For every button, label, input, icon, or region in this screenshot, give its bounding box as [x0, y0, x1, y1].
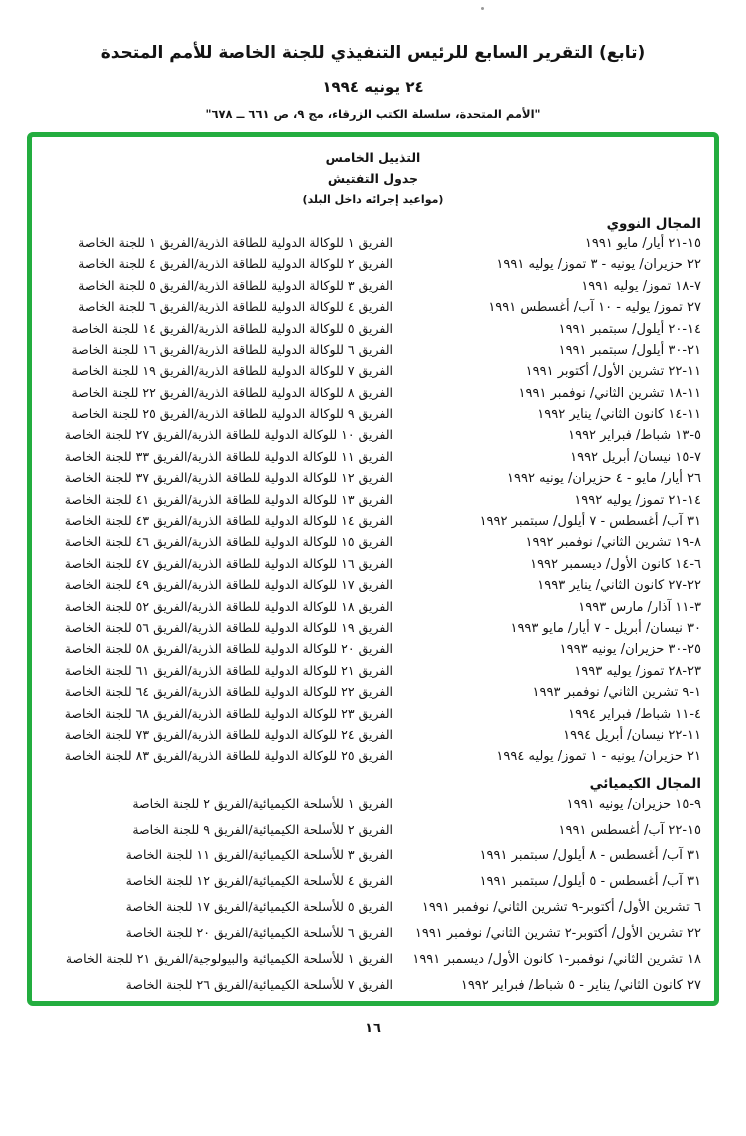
- inspection-date: ٢٢ تشرين الأول/ أكتوبر-٢ تشرين الثاني/ نوفمبر ١٩٩١: [414, 926, 701, 942]
- page-number: ١٦: [365, 1020, 381, 1036]
- inspection-team: الفريق ١ للأسلحة الكيميائية/الفريق ٢ للجنة الخاصة: [132, 795, 393, 811]
- inspection-team: الفريق ٣ للأسلحة الكيميائية/الفريق ١١ للجنة الخاصة: [125, 847, 393, 863]
- table-row: [45, 235, 701, 256]
- inspection-date: ٣١ آب/ أغسطس - ٧ أيلول/ سبتمبر ١٩٩٢: [479, 514, 701, 530]
- inspection-date: ١١-٢٢ تشرين الأول/ أكتوبر ١٩٩١: [525, 364, 701, 380]
- table-row: [45, 796, 701, 822]
- inspection-team: الفريق ٢٣ للوكالة الدولية للطاقة الذرية/الفريق ٦٨ للجنة الخاصة: [64, 705, 393, 721]
- inspection-date: ٢٥-٣٠ حزيران/ يونيه ١٩٩٣: [559, 642, 701, 658]
- inspection-team: الفريق ٤ للأسلحة الكيميائية/الفريق ١٢ للجنة الخاصة: [125, 873, 393, 889]
- document-date: ٢٤ يونيه ١٩٩٤: [322, 77, 424, 96]
- inspection-team: الفريق ٢٢ للوكالة الدولية للطاقة الذرية/الفريق ٦٤ للجنة الخاصة: [64, 684, 393, 700]
- table-row: [45, 256, 701, 277]
- appendix-box: [27, 132, 719, 1006]
- appendix-subtitle: جدول التفتيش: [327, 170, 419, 186]
- inspection-date: ٢٦ أيار/ مايو - ٤ حزيران/ يونيه ١٩٩٢: [507, 471, 701, 487]
- table-row: [45, 925, 701, 951]
- inspection-date: ١١-١٨ تشرين الثاني/ نوفمبر ١٩٩١: [518, 385, 701, 401]
- inspection-date: ١١-٢٢ نيسان/ أبريل ١٩٩٤: [563, 727, 701, 743]
- table-row: [45, 748, 701, 769]
- table-row: [45, 492, 701, 513]
- table-row: [45, 406, 701, 427]
- inspection-date: ١٥-٢٢ آب/ أغسطس ١٩٩١: [558, 822, 701, 838]
- source-citation: "الأمم المتحدة، سلسلة الكتب الزرقاء، مج ٩، ص ٦٦١ ــ ٦٧٨": [205, 106, 541, 121]
- inspection-date: ٧-١٨ تموز/ يوليه ١٩٩١: [581, 278, 701, 294]
- table-row: [45, 706, 701, 727]
- inspection-section: [45, 216, 701, 770]
- inspection-date: ٣١ آب/ أغسطس - ٨ أيلول/ سبتمبر ١٩٩١: [479, 848, 701, 864]
- table-row: [45, 342, 701, 363]
- inspection-team: الفريق ٥ للأسلحة الكيميائية/الفريق ١٧ للجنة الخاصة: [125, 899, 393, 915]
- page-title: (تابع) التقرير السابع للرئيس التنفيذي للجنة الخاصة للأمم المتحدة: [100, 43, 646, 63]
- appendix-heading: [45, 147, 701, 210]
- table-row: [45, 321, 701, 342]
- inspection-date: ١١-١٤ كانون الثاني/ يناير ١٩٩٢: [537, 407, 701, 423]
- inspection-date: ٢٣-٢٨ تموز/ يوليه ١٩٩٣: [574, 663, 701, 679]
- section-title: المجال الكيميائي: [589, 775, 701, 792]
- table-row: [45, 427, 701, 448]
- inspection-team: الفريق ٧ للأسلحة الكيميائية/الفريق ٢٦ للجنة الخاصة: [125, 976, 393, 992]
- inspection-team: الفريق ٢٥ للوكالة الدولية للطاقة الذرية/الفريق ٨٣ للجنة الخاصة: [64, 748, 393, 764]
- table-row: [45, 534, 701, 555]
- inspection-team: الفريق ٢٤ للوكالة الدولية للطاقة الذرية/الفريق ٧٣ للجنة الخاصة: [64, 726, 393, 742]
- table-row: [45, 299, 701, 320]
- inspection-team: الفريق ٤ للوكالة الدولية للطاقة الذرية/الفريق ٦ للجنة الخاصة: [78, 299, 393, 315]
- section-title: المجال النووي: [606, 215, 701, 232]
- table-row: [45, 278, 701, 299]
- inspection-team: الفريق ٢١ للوكالة الدولية للطاقة الذرية/الفريق ٦١ للجنة الخاصة: [64, 662, 393, 678]
- inspection-date: ٥-١٣ شباط/ فبراير ١٩٩٢: [568, 428, 701, 444]
- inspection-team: الفريق ٢٠ للوكالة الدولية للطاقة الذرية/الفريق ٥٨ للجنة الخاصة: [64, 641, 393, 657]
- table-row: [45, 620, 701, 641]
- table-row: [45, 663, 701, 684]
- inspection-date: ٢٢ حزيران/ يونيه - ٣ تموز/ يوليه ١٩٩١: [496, 257, 701, 273]
- inspection-team: الفريق ١ للوكالة الدولية للطاقة الذرية/الفريق ١ للجنة الخاصة: [78, 234, 393, 250]
- table-row: [45, 873, 701, 899]
- inspection-date: ٨-١٩ تشرين الثاني/ نوفمبر ١٩٩٢: [525, 535, 701, 551]
- inspection-date: ١-٩ تشرين الثاني/ نوفمبر ١٩٩٣: [532, 685, 701, 701]
- table-row: [45, 822, 701, 848]
- inspection-date: ١٥-٢١ أيار/ مايو ١٩٩١: [584, 235, 701, 251]
- table-row: [45, 641, 701, 662]
- inspection-team: الفريق ٨ للوكالة الدولية للطاقة الذرية/الفريق ٢٢ للجنة الخاصة: [71, 384, 393, 400]
- table-row: [45, 556, 701, 577]
- inspection-team: الفريق ١٠ للوكالة الدولية للطاقة الذرية/الفريق ٢٧ للجنة الخاصة: [64, 427, 393, 443]
- inspection-team: الفريق ٧ للوكالة الدولية للطاقة الذرية/الفريق ١٩ للجنة الخاصة: [71, 363, 393, 379]
- inspection-date: ٦-١٤ كانون الأول/ ديسمبر ١٩٩٢: [530, 556, 701, 572]
- inspection-date: ٦ تشرين الأول/ أكتوبر-٩ تشرين الثاني/ نوفمبر ١٩٩١: [421, 900, 701, 916]
- inspection-team: الفريق ٢ للأسلحة الكيميائية/الفريق ٩ للجنة الخاصة: [132, 821, 393, 837]
- table-row: [45, 951, 701, 977]
- table-row: [45, 977, 701, 1003]
- inspection-team: الفريق ١٣ للوكالة الدولية للطاقة الذرية/الفريق ٤١ للجنة الخاصة: [64, 491, 393, 507]
- inspection-date: ٢٢-٢٧ كانون الثاني/ يناير ١٩٩٣: [537, 578, 701, 594]
- inspection-date: ٢١ حزيران/ يونيه - ١ تموز/ يوليه ١٩٩٤: [496, 749, 701, 765]
- inspection-date: ٢١-٣٠ أيلول/ سبتمبر ١٩٩١: [558, 342, 701, 358]
- inspection-team: الفريق ١١ للوكالة الدولية للطاقة الذرية/الفريق ٣٣ للجنة الخاصة: [64, 448, 393, 464]
- inspection-team: الفريق ١٤ للوكالة الدولية للطاقة الذرية/الفريق ٤٣ للجنة الخاصة: [64, 513, 393, 529]
- inspection-team: الفريق ١٢ للوكالة الدولية للطاقة الذرية/الفريق ٣٧ للجنة الخاصة: [64, 470, 393, 486]
- inspection-team: الفريق ٦ للأسلحة الكيميائية/الفريق ٢٠ للجنة الخاصة: [125, 925, 393, 941]
- table-row: [45, 513, 701, 534]
- inspection-date: ١٤-٢٠ أيلول/ سبتمبر ١٩٩١: [558, 321, 701, 337]
- table-row: [45, 684, 701, 705]
- table-row: [45, 470, 701, 491]
- inspection-team: الفريق ١ للأسلحة الكيميائية والبيولوجية/الفريق ٢١ للجنة الخاصة: [65, 951, 393, 967]
- table-row: [45, 363, 701, 384]
- scan-artifact-dot: [481, 7, 484, 10]
- table-row: [45, 847, 701, 873]
- table-row: [45, 899, 701, 925]
- inspection-date: ١٤-٢١ تموز/ يوليه ١٩٩٢: [574, 492, 701, 508]
- inspection-date: ٣-١١ آذار/ مارس ١٩٩٣: [578, 599, 701, 615]
- appendix-title: التذييل الخامس: [325, 149, 421, 165]
- inspection-sections: [45, 216, 701, 1003]
- inspection-date: ٢٧ تموز/ يوليه - ١٠ آب/ أغسطس ١٩٩١: [488, 300, 701, 316]
- table-row: [45, 449, 701, 470]
- inspection-team: الفريق ١٧ للوكالة الدولية للطاقة الذرية/الفريق ٤٩ للجنة الخاصة: [64, 577, 393, 593]
- inspection-date: ٣٠ نيسان/ أبريل - ٧ أيار/ مايو ١٩٩٣: [510, 620, 701, 636]
- inspection-section: [45, 776, 701, 1003]
- inspection-date: ٧-١٥ نيسان/ أبريل ١٩٩٢: [570, 449, 701, 465]
- inspection-team: الفريق ١٩ للوكالة الدولية للطاقة الذرية/الفريق ٥٦ للجنة الخاصة: [64, 619, 393, 635]
- table-row: [45, 385, 701, 406]
- inspection-date: ١٨ تشرين الثاني/ نوفمبر-١ كانون الأول/ ديسمبر ١٩٩١: [412, 952, 701, 968]
- inspection-date: ٤-١١ شباط/ فبراير ١٩٩٤: [568, 706, 701, 722]
- table-row: [45, 727, 701, 748]
- inspection-date: ٩-١٥ حزيران/ يونيه ١٩٩١: [566, 796, 701, 812]
- table-row: [45, 577, 701, 598]
- inspection-date: ٣١ آب/ أغسطس - ٥ أيلول/ سبتمبر ١٩٩١: [479, 874, 701, 890]
- inspection-team: الفريق ٣ للوكالة الدولية للطاقة الذرية/الفريق ٥ للجنة الخاصة: [78, 277, 393, 293]
- inspection-team: الفريق ١٦ للوكالة الدولية للطاقة الذرية/الفريق ٤٧ للجنة الخاصة: [64, 555, 393, 571]
- inspection-team: الفريق ٦ للوكالة الدولية للطاقة الذرية/الفريق ١٦ للجنة الخاصة: [71, 341, 393, 357]
- inspection-team: الفريق ١٨ للوكالة الدولية للطاقة الذرية/الفريق ٥٢ للجنة الخاصة: [64, 598, 393, 614]
- inspection-team: الفريق ٢ للوكالة الدولية للطاقة الذرية/الفريق ٤ للجنة الخاصة: [78, 256, 393, 272]
- inspection-team: الفريق ٩ للوكالة الدولية للطاقة الذرية/الفريق ٢٥ للجنة الخاصة: [71, 406, 393, 422]
- appendix-note: (مواعيد إجرائه داخل البلد): [302, 192, 444, 206]
- inspection-team: الفريق ١٥ للوكالة الدولية للطاقة الذرية/الفريق ٤٦ للجنة الخاصة: [64, 534, 393, 550]
- table-row: [45, 599, 701, 620]
- inspection-team: الفريق ٥ للوكالة الدولية للطاقة الذرية/الفريق ١٤ للجنة الخاصة: [71, 320, 393, 336]
- inspection-date: ٢٧ كانون الثاني/ يناير - ٥ شباط/ فبراير ١٩٩٢: [460, 977, 701, 993]
- document-header: [0, 0, 746, 121]
